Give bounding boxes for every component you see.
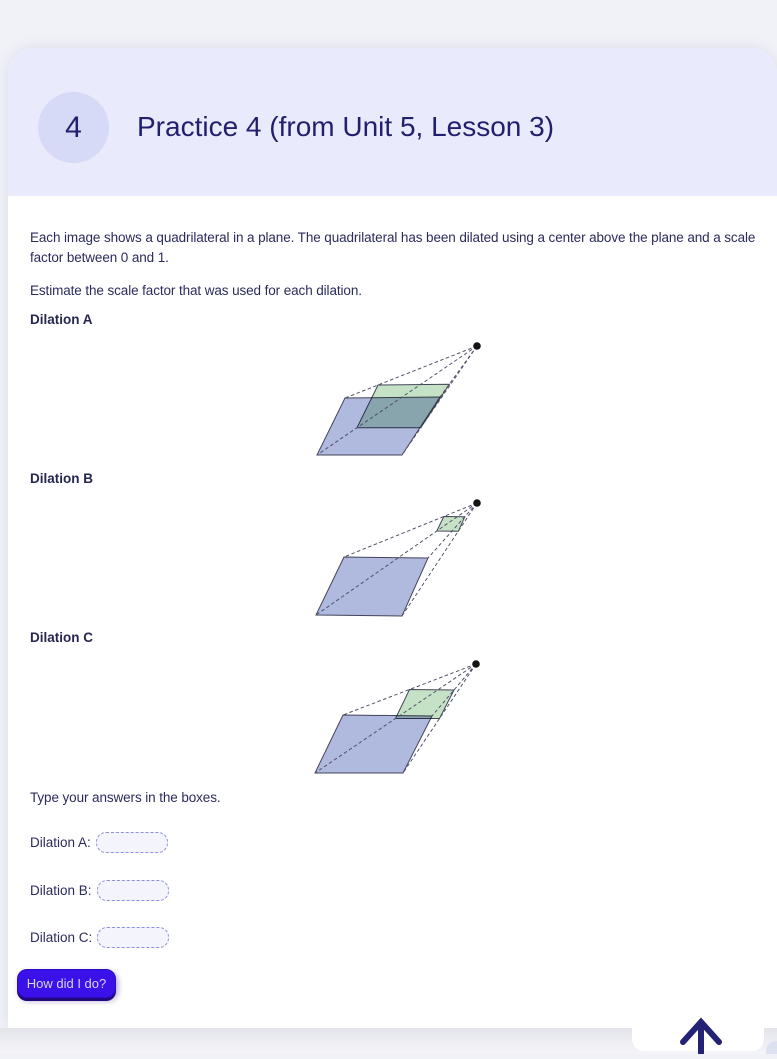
arrow-up-icon [679, 1016, 723, 1054]
dilation-a-figure [300, 330, 500, 472]
dilation-b-label: Dilation B [30, 471, 93, 486]
dilation-ray [428, 503, 477, 558]
instructions-paragraph-2: Estimate the scale factor that was used for each dilation. [30, 283, 362, 298]
practice-number: 4 [65, 110, 82, 144]
dilated-quadrilateral [437, 517, 465, 532]
dilation-b-figure [300, 490, 500, 632]
answer-row-a [30, 830, 168, 854]
center-of-dilation-dot [473, 342, 481, 350]
answer-b-input[interactable] [97, 880, 169, 901]
center-of-dilation-dot [473, 499, 481, 507]
original-quadrilateral [316, 557, 428, 616]
practice-number-badge [38, 92, 109, 163]
answer-c-label: Dilation C: [30, 929, 93, 945]
answer-a-label: Dilation A: [30, 834, 91, 850]
answer-row-b [30, 878, 169, 902]
instructions-paragraph-1: Each image shows a quadrilateral in a plane. The quadrilateral has been dilated using a center above the plane and a scale factor between 0 and 1. [30, 230, 756, 265]
original-quadrilateral [315, 715, 432, 773]
answer-prompt: Type your answers in the boxes. [30, 790, 221, 805]
scroll-to-top-control[interactable] [679, 1016, 723, 1054]
answer-a-input[interactable] [96, 832, 168, 853]
page-title: Practice 4 (from Unit 5, Lesson 3) [137, 111, 555, 142]
how-did-i-do-button[interactable]: How did I do? [17, 969, 116, 998]
dilated-quadrilateral [396, 690, 455, 719]
dilation-c-figure [300, 650, 500, 792]
answer-row-c [30, 925, 169, 949]
dilation-c-label: Dilation C [30, 630, 93, 645]
answer-b-label: Dilation B: [30, 882, 92, 898]
center-of-dilation-dot [472, 660, 480, 668]
answer-c-input[interactable] [97, 927, 169, 948]
dilation-a-label: Dilation A [30, 312, 93, 327]
